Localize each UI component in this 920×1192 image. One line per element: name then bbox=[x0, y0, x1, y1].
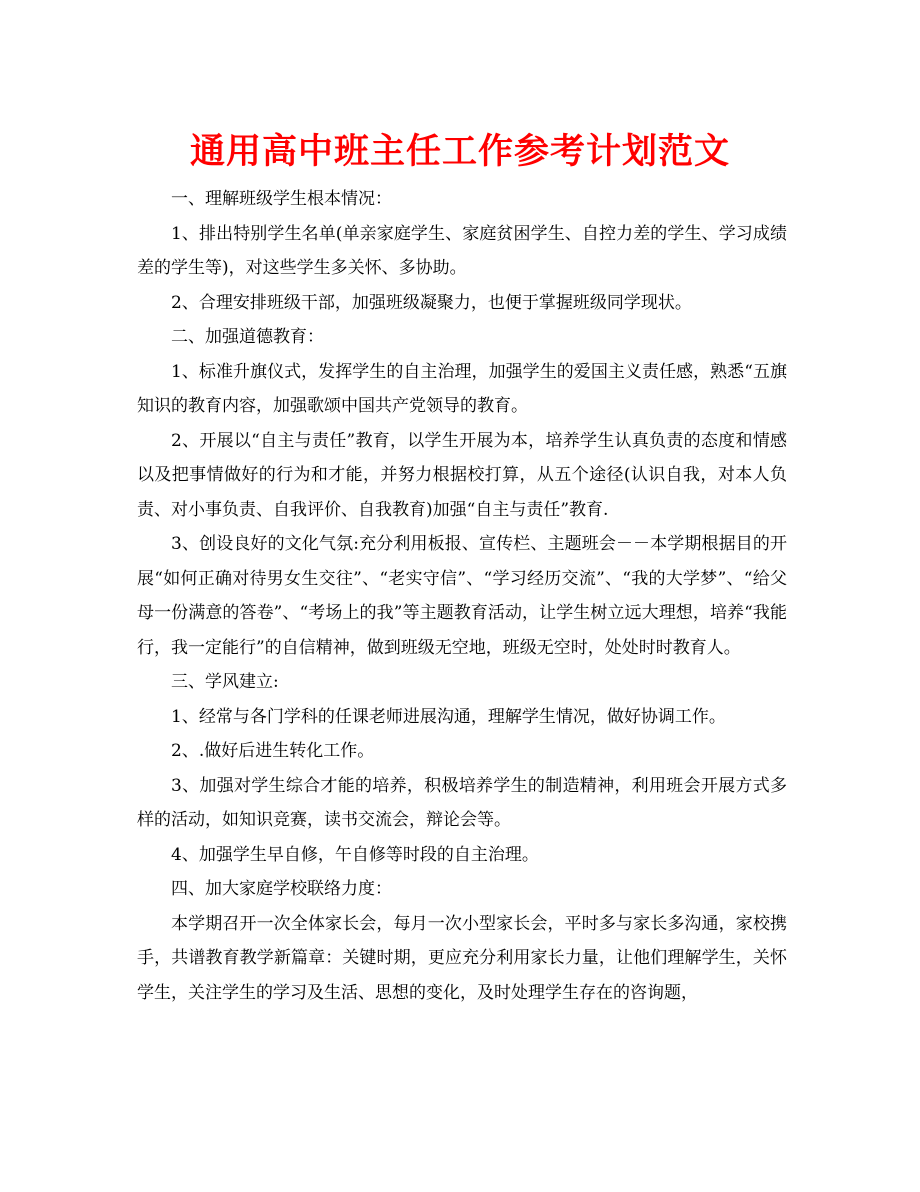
document-title: 通用高中班主任工作参考计划范文 bbox=[189, 132, 730, 172]
paragraph: 3、创设良好的文化气氛:充分利用板报、宣传栏、主题班会－－本学期根据目的开展“如何正确对待男女生交往”、“老实守信”、“学习经历交流”、“我的大学梦”、“给父母一份满意的答卷”、“考场上的我”等主题教育活动，让学生树立远大理想，培养“我能行，我一定能行”的自信精神，做到班级无空地，班级无空时，处处时时教育人。 bbox=[137, 534, 787, 658]
section-heading-1: 一、理解班级学生根本情况： bbox=[171, 189, 392, 209]
section-heading-2: 二、加强道德教育： bbox=[171, 327, 324, 347]
section-heading-3: 三、学风建立: bbox=[171, 672, 279, 692]
paragraph: 4、加强学生早自修，午自修等时段的自主治理。 bbox=[171, 844, 539, 865]
paragraph: 本学期召开一次全体家长会，每月一次小型家长会，平时多与家长多沟通，家校携手，共谱教育教学新篇章：关键时期，更应充分利用家长力量，让他们理解学生，关怀学生，关注学生的学习及生活、思想的变化，及时处理学生存在的咨询题， bbox=[137, 913, 787, 1003]
paragraph: 2、开展以“自主与责任”教育，以学生开展为本，培养学生认真负责的态度和情感以及把事情做好的行为和才能，并努力根据校打算，从五个途径(认识自我，对本人负责、对小事负责、自我评价、自我教育)加强“自主与责任”教育. bbox=[137, 430, 787, 520]
paragraph: 1、经常与各门学科的任课老师进展沟通，理解学生情况，做好协调工作。 bbox=[171, 706, 726, 727]
paragraph: 1、排出特别学生名单(单亲家庭学生、家庭贫困学生、自控力差的学生、学习成绩差的学生等)，对这些学生多关怀、多协助。 bbox=[137, 223, 787, 278]
paragraph: 3、加强对学生综合才能的培养，积极培养学生的制造精神，利用班会开展方式多样的活动，如知识竞赛，读书交流会，辩论会等。 bbox=[137, 775, 787, 830]
document-body bbox=[137, 182, 787, 1010]
paragraph: 2、合理安排班级干部，加强班级凝聚力，也便于掌握班级同学现状。 bbox=[171, 292, 692, 313]
paragraph: 1、标准升旗仪式，发挥学生的自主治理，加强学生的爱国主义责任感，熟悉“五旗知识的教育内容，加强歌颂中国共产党领导的教育。 bbox=[137, 361, 787, 416]
paragraph: 2、.做好后进生转化工作。 bbox=[171, 741, 375, 761]
section-heading-4: 四、加大家庭学校联络力度： bbox=[171, 879, 392, 899]
